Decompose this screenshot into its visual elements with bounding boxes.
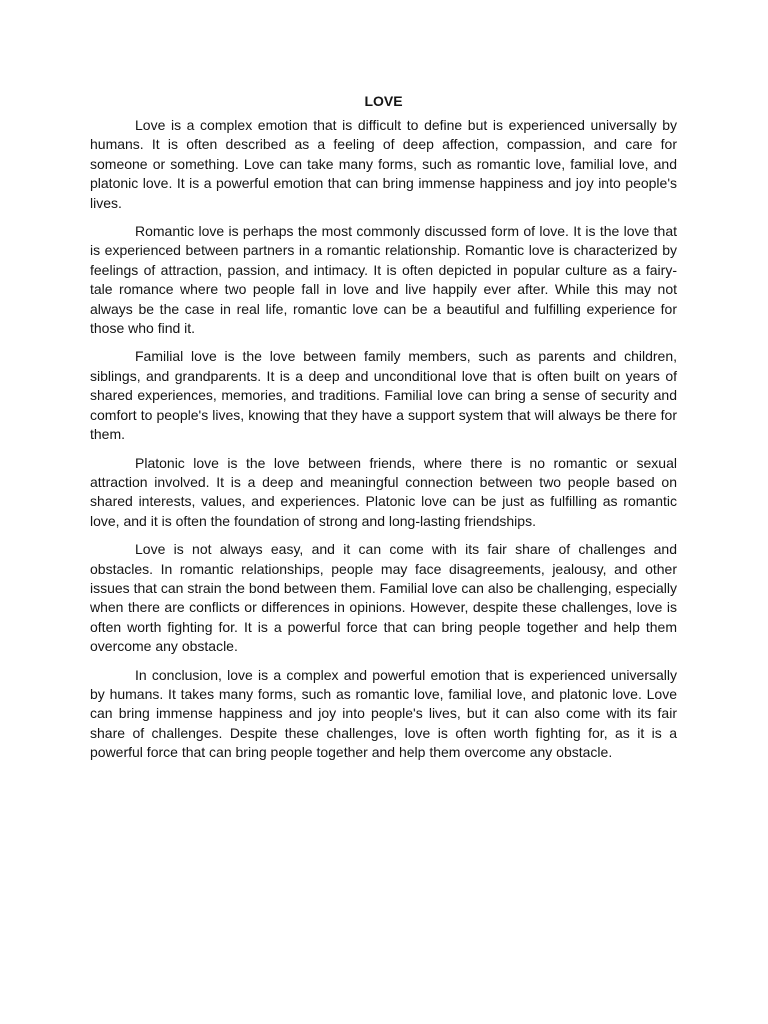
document-title: LOVE [364, 93, 403, 109]
paragraph-platonic-love: Platonic love is the love between friends, where there is no romantic or sexual attraction involved. It is a deep and meaningful connection between two people based on shared interests, values, and experiences. Platonic love can be just as fulfilling as romantic love, and it is often the foundation of strong and long-lasting friendships. [90, 454, 677, 529]
paragraph-challenges: Love is not always easy, and it can come with its fair share of challenges and obstacles. In romantic relationships, people may face disagreements, jealousy, and other issues that can strain the bond between them. Familial love can also be challenging, especially when there are conflicts or differences in opinions. However, despite these challenges, love is often worth fighting for. It is a powerful force that can bring people together and help them overcome any obstacle. [90, 541, 677, 655]
paragraph-conclusion: In conclusion, love is a complex and powerful emotion that is experienced universally by humans. It takes many forms, such as romantic love, familial love, and platonic love. Love can bring immense happiness and joy into people's lives, but it can also come with its fair share of challenges. Despite these challenges, love is often worth fighting for, as it is a powerful force that can bring people together and help them overcome any obstacle. [90, 666, 677, 761]
paragraph-romantic-love: Romantic love is perhaps the most commonly discussed form of love. It is the love that is experienced between partners in a romantic relationship. Romantic love is characterized by feelings of attraction, passion, and intimacy. It is often depicted in popular culture as a fairy-tale romance where two people fall in love and live happily ever after. While this may not always be the case in real life, romantic love can be a beautiful and fulfilling experience for those who find it. [90, 223, 677, 337]
paragraph-introduction: Love is a complex emotion that is difficult to define but is experienced universally by humans. It is often described as a feeling of deep affection, compassion, and care for someone or something. Love can take many forms, such as romantic love, familial love, and platonic love. It is a powerful emotion that can bring immense happiness and joy into people's lives. [90, 117, 677, 211]
paragraph-familial-love: Familial love is the love between family members, such as parents and children, siblings, and grandparents. It is a deep and unconditional love that is often built on years of shared experiences, memories, and traditions. Familial love can bring a sense of security and comfort to people's lives, knowing that they have a support system that will always be there for them. [90, 348, 677, 443]
